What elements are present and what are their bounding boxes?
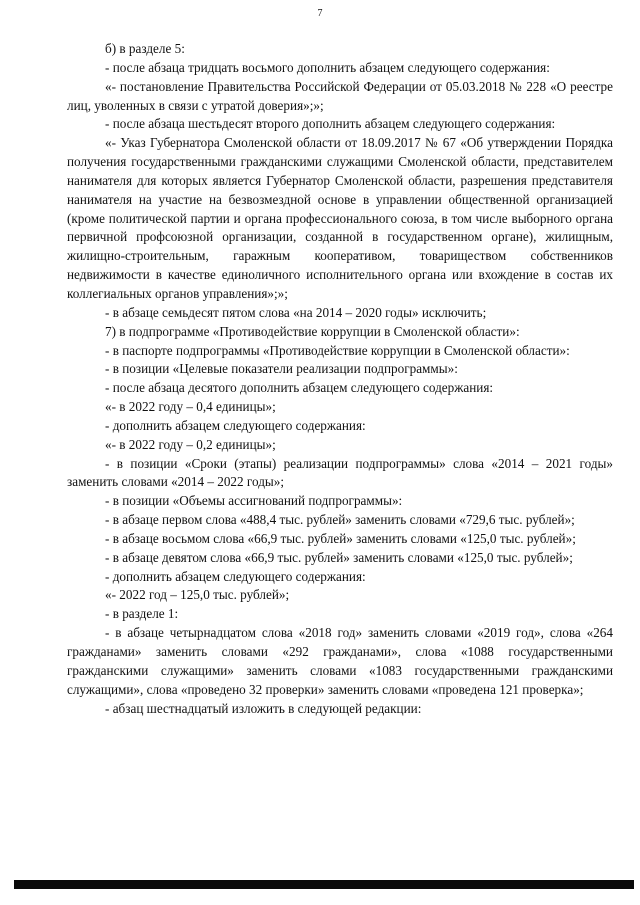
paragraph: - абзац шестнадцатый изложить в следующей редакции:: [105, 700, 422, 716]
paragraph: 7) в подпрограмме «Противодействие коррупции в Смоленской области»:: [105, 323, 520, 339]
paragraph: - после абзаца тридцать восьмого дополнить абзацем следующего содержания:: [105, 59, 550, 75]
paragraph: - в абзаце девятом слова «66,9 тыс. рублей» заменить словами «125,0 тыс. рублей»;: [105, 549, 573, 565]
paragraph: - после абзаца шестьдесят второго дополнить абзацем следующего содержания:: [105, 116, 556, 132]
paragraph: - после абзаца десятого дополнить абзацем следующего содержания:: [105, 380, 494, 396]
paragraph: - в позиции «Сроки (этапы) реализации подпрограммы» слова «2014 – 2021 годы» заменить словами «2014 – 2022 годы»;: [67, 455, 613, 490]
page-number: 7: [317, 8, 323, 19]
paragraph: «- Указ Губернатора Смоленской области от 18.09.2017 № 67 «Об утверждении Порядка получения государственными гражданскими служащими Смоленской области, представителем нанимателя для которых является Губернатор Смоленской области, разрешения представителя нанимателя на участие на безвозмездной основе в управлении общественной организацией (кроме политической партии и органа профессионального союза, в том числе выборного органа первичной профсоюзной организации, созданной в государственном органе), жилищным, жилищно-строительным, гаражным кооперативом, товариществом собственников недвижимости в качестве единоличного исполнительного органа или вхождение в состав их коллегиальных органов управления»;»;: [67, 135, 613, 301]
paragraph: - в позиции «Объемы ассигнований подпрограммы»:: [105, 493, 403, 509]
paragraph: б) в разделе 5:: [105, 41, 185, 56]
paragraph: «- в 2022 году – 0,4 единицы»;: [105, 399, 276, 415]
document-body: [67, 40, 613, 718]
paragraph: - в абзаце первом слова «488,4 тыс. рублей» заменить словами «729,6 тыс. рублей»;: [105, 512, 575, 528]
paragraph: «- в 2022 году – 0,2 единицы»;: [105, 436, 276, 452]
paragraph: - в позиции «Целевые показатели реализации подпрограммы»:: [105, 361, 458, 377]
paragraph: - дополнить абзацем следующего содержания:: [105, 568, 366, 584]
paragraph: - дополнить абзацем следующего содержания:: [105, 417, 366, 433]
paragraph: - в паспорте подпрограммы «Противодействие коррупции в Смоленской области»:: [105, 342, 570, 358]
scan-edge-bar: [14, 880, 634, 889]
paragraph: «- постановление Правительства Российской Федерации от 05.03.2018 № 228 «О реестре лиц, уволенных в связи с утратой доверия»;»;: [67, 78, 613, 113]
paragraph: - в абзаце восьмом слова «66,9 тыс. рублей» заменить словами «125,0 тыс. рублей»;: [105, 530, 576, 546]
paragraph: - в абзаце семьдесят пятом слова «на 2014 – 2020 годы» исключить;: [105, 304, 487, 320]
paragraph: «- 2022 год – 125,0 тыс. рублей»;: [105, 587, 290, 603]
paragraph: - в разделе 1:: [105, 606, 179, 622]
paragraph: - в абзаце четырнадцатом слова «2018 год» заменить словами «2019 год», слова «264 гражданами» заменить словами «292 гражданами», слова «1088 государственными гражданскими служащими» заменить словами «1083 государственными гражданскими служащими», слова «проведено 32 проверки» заменить словами «проведена 121 проверка»;: [67, 625, 613, 697]
